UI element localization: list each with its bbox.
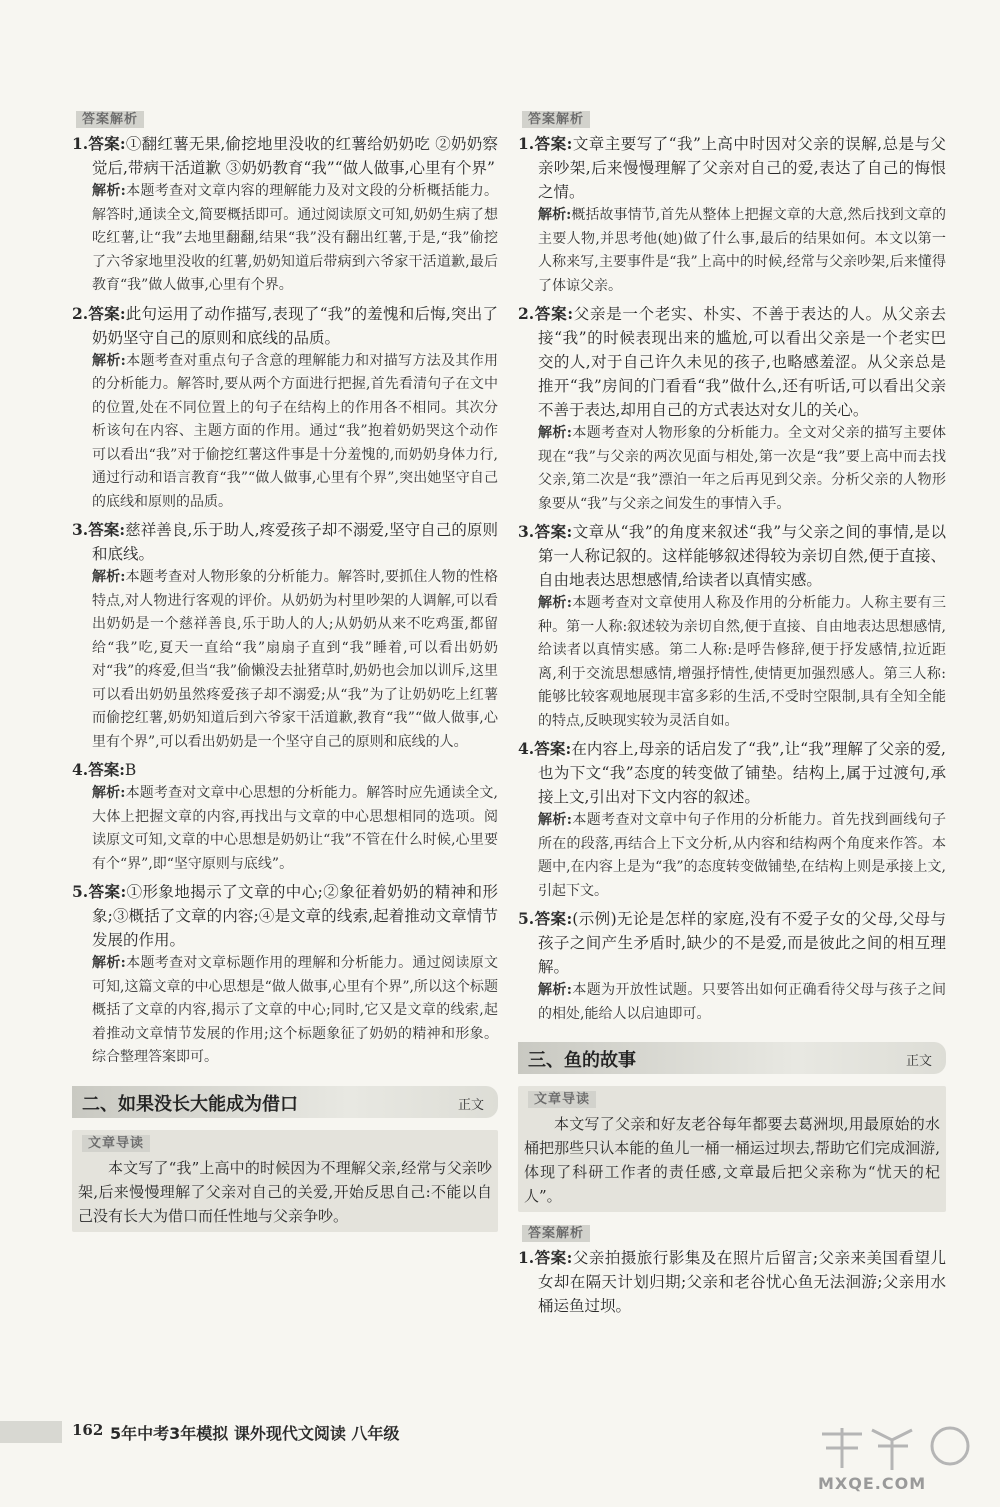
watermark <box>812 1420 972 1492</box>
answer-key: 答案: <box>534 304 574 323</box>
left-column <box>72 108 498 1242</box>
answer-key: 答案: <box>88 520 126 539</box>
answer-item-4 <box>72 758 498 876</box>
chapter-tag: 正文 <box>457 1097 484 1113</box>
summary-text: 本文写了“我”上高中的时候因为不理解父亲,经常与父亲吵架,后来慢慢理解了父亲对自己的关爱,开始反思自己:不能以自己没有长大为借口而任性地与父亲争吵。 <box>78 1158 492 1225</box>
answer-key: 答案: <box>88 303 126 323</box>
answer-text: 父亲拍摄旅行影集及在照片后留言;父亲来美国看望儿女却在隔天计划归期;父亲和老谷忧心鱼无法洄游;父亲用水桶运鱼过坝。 <box>538 1249 946 1315</box>
watermark-url: MXQE.COM <box>818 1474 927 1493</box>
item-number: 2. <box>518 304 535 323</box>
article-summary <box>518 1086 946 1212</box>
explanation-text: 本题考查对文章中心思想的分析能力。解答时应先通读全文,大体上把握文章的内容,再找出与文章的中心思想相同的选项。阅读原文可知,文章的中心思想是奶奶让“我”不管在什么时候,心里要有个“界”,即“坚守原则与底线”。 <box>92 785 499 872</box>
summary-label: 文章导读 <box>528 1091 596 1108</box>
answer-item-3 <box>518 520 946 733</box>
book-title: 5年中考3年模拟 课外现代文阅读 八年级 <box>110 1424 400 1443</box>
section-label: 答案解析 <box>76 111 144 128</box>
summary-label: 文章导读 <box>82 1135 150 1152</box>
item-number: 3. <box>518 522 535 541</box>
chapter-title-bar <box>72 1086 498 1118</box>
item-number: 1. <box>518 134 535 153</box>
page-number: 162 <box>72 1421 104 1439</box>
answer-item-1 <box>518 132 946 298</box>
explanation-key: 解析: <box>538 595 572 611</box>
explanation-key: 解析: <box>92 785 126 801</box>
item-number: 5. <box>72 882 89 901</box>
explanation-key: 解析: <box>538 982 572 998</box>
answer-key: 答案: <box>534 739 572 758</box>
item-number: 1. <box>518 1248 535 1267</box>
answer-text: ①形象地揭示了文章的中心;②象征着奶奶的精神和形象;③概括了文章的内容;④是文章的线索,起着推动文章情节发展的作用。 <box>92 883 498 949</box>
answer-item-1 <box>72 132 498 298</box>
answer-item-5 <box>72 880 498 1070</box>
chapter-title: 二、如果没长大能成为借口 <box>82 1093 298 1115</box>
answer-text: 文章主要写了“我”上高中时因对父亲的误解,总是与父亲吵架,后来慢慢理解了父亲对自己的爱,表达了自己的悔恨之情。 <box>538 135 946 201</box>
summary-text: 本文写了父亲和好友老谷每年都要去葛洲坝,用最原始的水桶把那些只认本能的鱼儿一桶一桶运过坝去,帮助它们完成洄游,体现了科研工作者的责任感,文章最后把父亲称为“忧天的杞人”。 <box>524 1115 940 1205</box>
answer-item-3 <box>72 518 498 754</box>
explanation-text: 本题为开放性试题。只要答出如何正确看待父母与孩子之间的相处,能给人以启迪即可。 <box>538 982 947 1022</box>
answer-text: ①翻红薯无果,偷挖地里没收的红薯给奶奶吃 ②奶奶察觉后,带病干活道歉 ③奶奶教育“我”“做人做事,心里有个界” <box>92 135 498 177</box>
answer-text: B <box>124 761 137 779</box>
explanation-key: 解析: <box>538 425 572 441</box>
chapter-title-bar <box>518 1042 946 1074</box>
section-label: 答案解析 <box>522 1225 590 1242</box>
answer-key: 答案: <box>88 134 126 153</box>
page-footer <box>0 1417 520 1447</box>
explanation-text: 本题考查对文章使用人称及作用的分析能力。人称主要有三种。第一人称:叙述较为亲切自然,便于直接、自由地表达思想感情,给读者以真情实感。第二人称:是呼告修辞,便于抒发感情,拉近距离,利于交流思想感情,增强抒情性,使情更加强烈感人。第三人称:能够比较客观地展现丰富多彩的生活,不受时空限制,具有全知全能的特点,反映现实较为灵活自如。 <box>538 595 947 729</box>
item-number: 5. <box>518 909 535 928</box>
explanation-text: 本题考查对人物形象的分析能力。全文对父亲的描写主要体现在“我”与父亲的两次见面与相处,第一次是“我”要上高中而去找父亲,第二次是“我”漂泊一年之后再见到父亲。分析父亲的人物形象要从“我”与父亲之间发生的事情入手。 <box>538 425 947 512</box>
explanation-key: 解析: <box>92 569 126 585</box>
explanation-text: 概括故事情节,首先从整体上把握文章的大意,然后找到文章的主要人物,并思考他(她)做了什么事,最后的结果如何。本文以第一人称来写,主要事件是“我”上高中的时候,经常与父亲吵架,后来懂得了体谅父亲。 <box>538 207 946 294</box>
answer-text: (示例)无论是怎样的家庭,没有不爱子女的父母,父母与孩子之间产生矛盾时,缺少的不是爱,而是彼此之间的相互理解。 <box>538 910 946 976</box>
explanation-key: 解析: <box>538 812 572 828</box>
explanation-text: 本题考查对文章标题作用的理解和分析能力。通过阅读原文可知,这篇文章的中心思想是“做人做事,心里有个界”,所以这个标题概括了文章的内容,揭示了文章的中心;同时,它又是文章的线索,起着推动文章情节发展的作用;这个标题象征了奶奶的精神和形象。综合整理答案即可。 <box>92 955 499 1065</box>
item-number: 1. <box>72 134 89 153</box>
answer-key: 答案: <box>534 134 573 153</box>
answer-text: 慈祥善良,乐于助人,疼爱孩子却不溺爱,坚守自己的原则和底线。 <box>92 521 498 563</box>
explanation-text: 本题考查对人物形象的分析能力。解答时,要抓住人物的性格特点,对人物进行客观的评价。从奶奶为村里吵架的人调解,可以看出奶奶是一个慈祥善良,乐于助人的人;从奶奶从来不吃鸡蛋,都留给“我”吃,夏天一直给“我”扇扇子直到“我”睡着,可以看出奶奶对“我”的疼爱,但当“我”偷懒没去扯猪草时,奶奶也会加以训斥,这里可以看出奶奶虽然疼爱孩子却不溺爱;从“我”为了让奶奶吃上红薯而偷挖红薯,奶奶知道后到六爷家干活道歉,教育“我”“做人做事,心里有个界”,可以看出奶奶是一个坚守自己的原则和底线的人。 <box>92 569 499 750</box>
answer-key: 答案: <box>534 909 573 928</box>
watermark-logo-icon <box>812 1420 972 1474</box>
explanation-key: 解析: <box>92 183 126 199</box>
answer-item-5 <box>518 907 946 1026</box>
explanation-text: 本题考查对文章中句子作用的分析能力。首先找到画线句子所在的段落,再结合上下文分析,从内容和结构两个角度来作答。本题中,在内容上是为“我”的态度转变做铺垫,在结构上则是承接上文,引起下文。 <box>538 812 947 899</box>
answer-item-1 <box>518 1246 946 1318</box>
explanation-key: 解析: <box>538 207 572 223</box>
answer-text: 父亲是一个老实、朴实、不善于表达的人。从父亲去接“我”的时候表现出来的尴尬,可以看出父亲是一个老实巴交的人,对于自己许久未见的孩子,也略感羞涩。从父亲总是推开“我”房间的门看看“我”做什么,还有听话,可以看出父亲不善于表达,却用自己的方式表达对女儿的关心。 <box>538 305 946 419</box>
answer-item-2 <box>72 302 498 515</box>
section-label: 答案解析 <box>522 111 590 128</box>
explanation-text: 本题考查对文章内容的理解能力及对文段的分析概括能力。解答时,通读全文,简要概括即可。通过阅读原文可知,奶奶生病了想吃红薯,让“我”去地里翻翻,结果“我”没有翻出红薯,于是,“我”偷挖了六爷家地里没收的红薯,奶奶知道后带病到六爷家干活道歉,最后教育“我”做人做事,心里有个界。 <box>92 183 499 293</box>
explanation-text: 本题考查对重点句子含意的理解能力和对描写方法及其作用的分析能力。解答时,要从两个方面进行把握,首先看清句子在文中的位置,处在不同位置上的句子在结构上的作用各不相同。其次分析该句在内容、主题方面的作用。通过“我”抱着奶奶哭这个动作可以看出“我”对于偷挖红薯这件事是十分羞愧的,而奶奶身体力行,通过行动和语言教育“我”“做人做事,心里有个界”,突出她坚守自己的底线和原则的品质。 <box>92 352 499 510</box>
answer-key: 答案: <box>88 882 127 901</box>
footer-decoration <box>0 1421 62 1443</box>
chapter-tag: 正文 <box>905 1054 932 1069</box>
item-number: 4. <box>72 760 89 779</box>
answer-text: 在内容上,母亲的话启发了“我”,让“我”理解了父亲的爱,也为下文“我”态度的转变做了铺垫。结构上,属于过渡句,承接上文,引出对下文内容的叙述。 <box>538 740 946 806</box>
explanation-key: 解析: <box>92 352 126 369</box>
right-column <box>518 108 946 1322</box>
answer-item-2 <box>518 302 946 516</box>
item-number: 3. <box>72 520 89 539</box>
answer-key: 答案: <box>88 760 125 779</box>
item-number: 4. <box>518 739 535 758</box>
article-summary <box>72 1130 498 1232</box>
answer-item-4 <box>518 737 946 903</box>
answer-text: 此句运用了动作描写,表现了“我”的羞愧和后悔,突出了奶奶坚守自己的原则和底线的品质。 <box>92 304 498 347</box>
answer-text: 文章从“我”的角度来叙述“我”与父亲之间的事情,是以第一人称记叙的。这样能够叙述得较为亲切自然,便于直接、自由地表达思想感情,给读者以真情实感。 <box>538 523 946 589</box>
chapter-title: 三、鱼的故事 <box>528 1050 636 1071</box>
explanation-key: 解析: <box>92 955 126 971</box>
item-number: 2. <box>72 303 89 323</box>
answer-key: 答案: <box>534 1248 573 1267</box>
answer-key: 答案: <box>534 522 573 541</box>
